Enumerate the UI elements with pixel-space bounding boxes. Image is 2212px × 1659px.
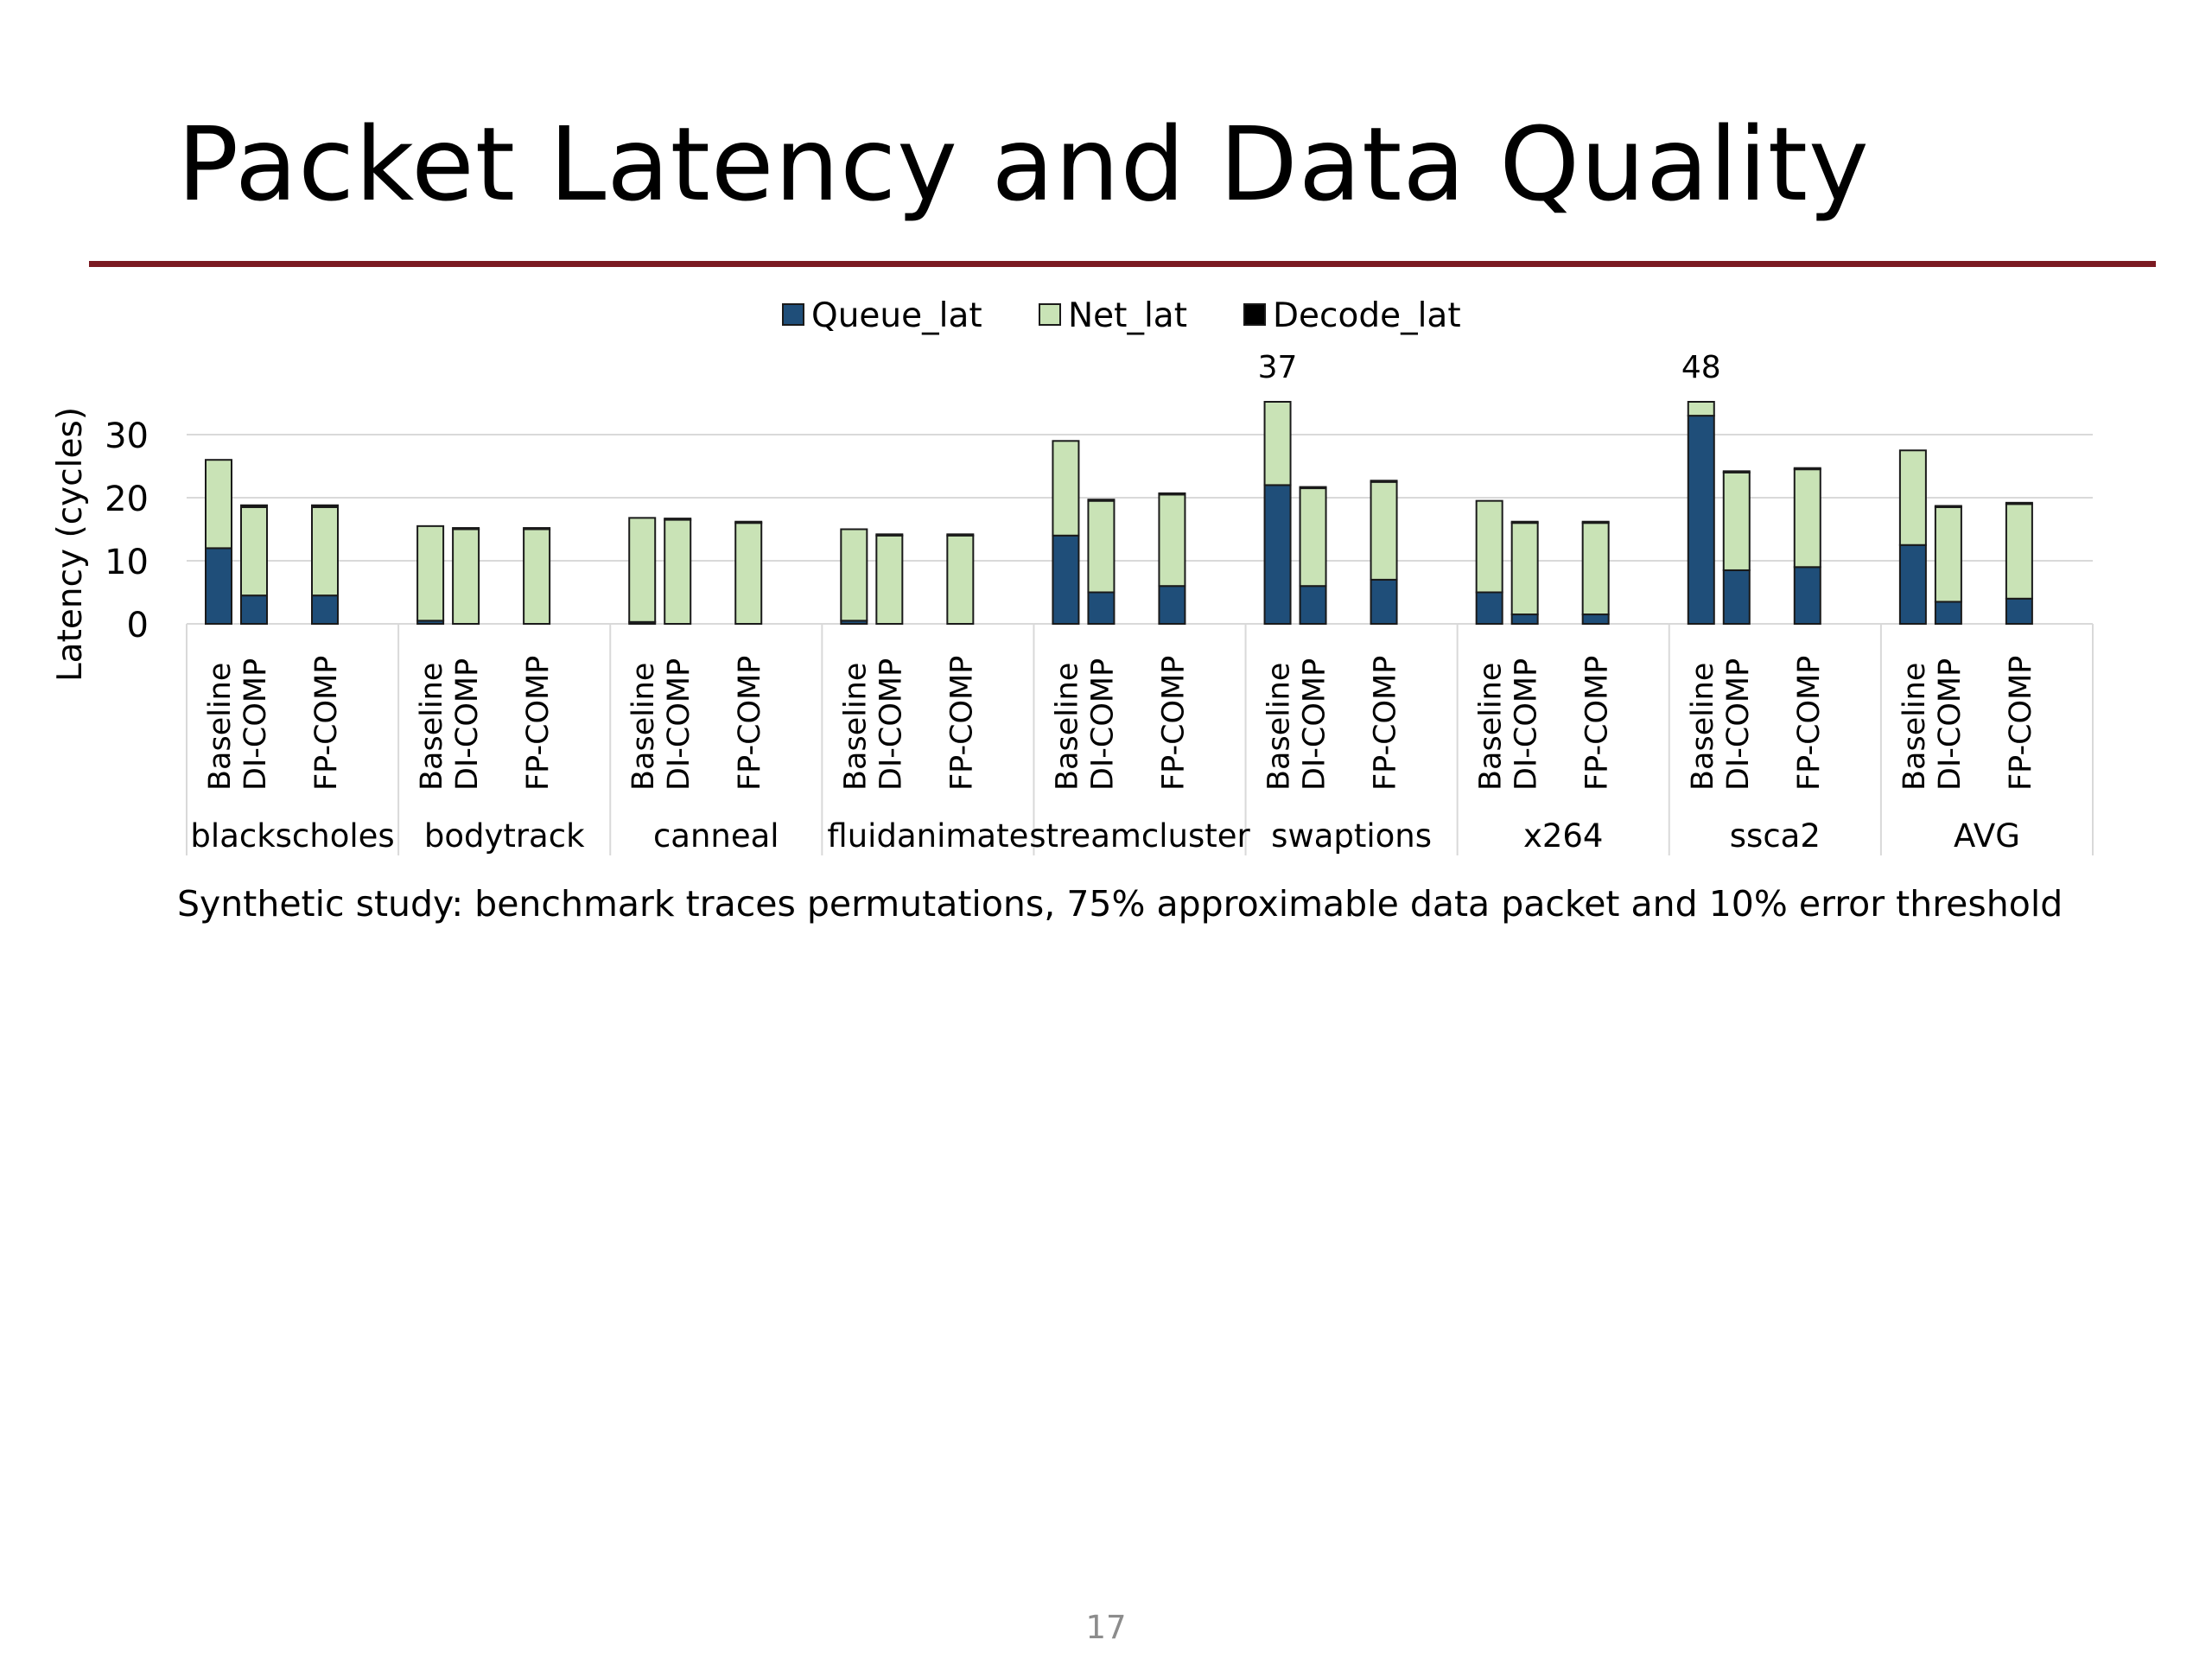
bar-config-label: FP-COMP [2003,655,2038,791]
bar-segment-net-lat [524,530,550,625]
y-tick-label: 0 [126,606,149,645]
bar-segment-decode-lat [1300,487,1326,488]
bar-segment-decode-lat [1795,468,1821,469]
bar-config-label: DI-COMP [1297,658,1332,791]
group-label: blackscholes [190,817,395,855]
bar-config-label: FP-COMP [309,655,344,791]
y-tick-label: 30 [105,416,149,456]
page-number: 17 [1085,1609,1127,1646]
bar-config-label: Baseline [1685,662,1720,791]
bar-segment-decode-lat [1583,522,1609,523]
group-label: x264 [1522,817,1604,855]
legend-swatch [1244,304,1265,325]
bar-config-label: Baseline [1473,662,1509,791]
bar-segment-net-lat [1936,507,1961,602]
slide-title: Packet Latency and Data Quality [177,105,1870,224]
bar-config-label: FP-COMP [1580,655,1615,791]
bar-segment-queue-lat [1159,586,1185,624]
bar-segment-queue-lat [1300,586,1326,624]
bar-segment-decode-lat [2006,503,2032,504]
bar-config-label: DI-COMP [1509,658,1544,791]
bar-config-label: FP-COMP [1791,655,1827,791]
bar-segment-queue-lat [2006,599,2032,624]
overflow-value-label: 48 [1681,350,1721,385]
bar-segment-net-lat [841,530,867,621]
bar-segment-net-lat [1583,523,1609,614]
bar-config-label: FP-COMP [1156,655,1192,791]
bar-segment-net-lat [1088,501,1114,593]
bar-segment-queue-lat [1477,593,1503,625]
bar-segment-decode-lat [735,522,761,523]
bar-segment-decode-lat [947,534,973,535]
bar-config-label: DI-COMP [874,658,909,791]
group-label: swaptions [1271,817,1433,855]
bar-segment-net-lat [1159,494,1185,586]
bar-config-label: DI-COMP [1932,658,1967,791]
bar-config-label: FP-COMP [733,655,768,791]
bar-segment-decode-lat [1724,471,1750,472]
bar-config-label: FP-COMP [1368,655,1403,791]
bar-segment-decode-lat [876,534,902,535]
bar-segment-queue-lat [1052,536,1078,624]
group-label: AVG [1953,817,2020,855]
bar-config-label: Baseline [1262,662,1297,791]
bar-config-label: Baseline [1897,662,1932,791]
bar-segment-queue-lat [206,548,232,624]
bar-segment-queue-lat [1371,580,1397,624]
bar-segment-net-lat [1900,450,1926,545]
bar-segment-net-lat [453,530,479,625]
group-label: fluidanimate [827,817,1029,855]
bar-segment-queue-lat [1795,567,1821,624]
bar-segment-net-lat [206,460,232,548]
bar-segment-decode-lat [664,518,690,519]
bar-segment-net-lat [1052,441,1078,536]
bar-config-label: DI-COMP [662,658,697,791]
bar-config-label: DI-COMP [1085,658,1121,791]
y-tick-label: 20 [105,480,149,519]
y-axis-label: Latency (cycles) [51,406,90,683]
bar-segment-net-lat [947,536,973,624]
y-tick-label: 10 [105,543,149,582]
bar-config-label: DI-COMP [1720,658,1756,791]
bar-segment-net-lat [417,526,443,621]
bar-segment-net-lat [1688,402,1714,416]
legend-label: Queue_lat [811,296,982,335]
bar-segment-decode-lat [1371,480,1397,481]
bar-config-label: DI-COMP [450,658,486,791]
bar-segment-decode-lat [1159,493,1185,494]
legend-label: Net_lat [1068,296,1187,335]
bar-config-label: Baseline [626,662,662,791]
bar-segment-decode-lat [453,528,479,529]
bar-segment-net-lat [241,507,267,595]
bar-segment-decode-lat [241,505,267,507]
legend-swatch [1039,304,1060,325]
overflow-value-label: 37 [1257,350,1298,385]
bar-segment-decode-lat [312,505,338,507]
bar-config-label: Baseline [415,662,450,791]
bar-segment-queue-lat [241,595,267,624]
bar-segment-net-lat [1265,402,1291,485]
bar-segment-net-lat [1371,482,1397,580]
group-label: bodytrack [423,817,585,855]
bar-config-label: DI-COMP [238,658,273,791]
bar-config-label: Baseline [203,662,238,791]
bar-segment-queue-lat [1265,485,1291,624]
bar-config-label: Baseline [838,662,874,791]
legend-label: Decode_lat [1273,296,1461,335]
bar-segment-net-lat [629,518,655,621]
bar-segment-net-lat [664,520,690,624]
bar-segment-queue-lat [1583,614,1609,624]
group-label: ssca2 [1729,817,1821,855]
bar-segment-net-lat [2006,504,2032,599]
bar-segment-queue-lat [1512,614,1538,624]
bar-config-label: Baseline [1050,662,1085,791]
bar-segment-decode-lat [1088,499,1114,500]
bar-segment-net-lat [1512,523,1538,614]
bar-segment-queue-lat [1688,416,1714,624]
bar-segment-net-lat [1477,501,1503,593]
group-label: streamcluster [1029,817,1250,855]
bar-segment-queue-lat [1900,545,1926,624]
bar-config-label: FP-COMP [521,655,556,791]
chart-caption: Synthetic study: benchmark traces permutations, 75% approximable data packet and 10% error threshold [177,883,2063,925]
bar-segment-net-lat [1724,473,1750,570]
bar-segment-decode-lat [1936,505,1961,506]
bar-segment-net-lat [1300,488,1326,586]
bar-segment-decode-lat [1512,522,1538,523]
bar-segment-net-lat [876,536,902,624]
bar-segment-queue-lat [1724,570,1750,624]
bar-segment-queue-lat [1088,593,1114,625]
bar-segment-queue-lat [1936,601,1961,624]
group-label: canneal [652,817,779,855]
legend-swatch [783,304,804,325]
bar-segment-net-lat [1795,469,1821,567]
bar-segment-queue-lat [312,595,338,624]
bar-segment-net-lat [312,507,338,595]
bar-segment-net-lat [735,523,761,624]
bar-segment-decode-lat [524,528,550,529]
bar-config-label: FP-COMP [944,655,980,791]
